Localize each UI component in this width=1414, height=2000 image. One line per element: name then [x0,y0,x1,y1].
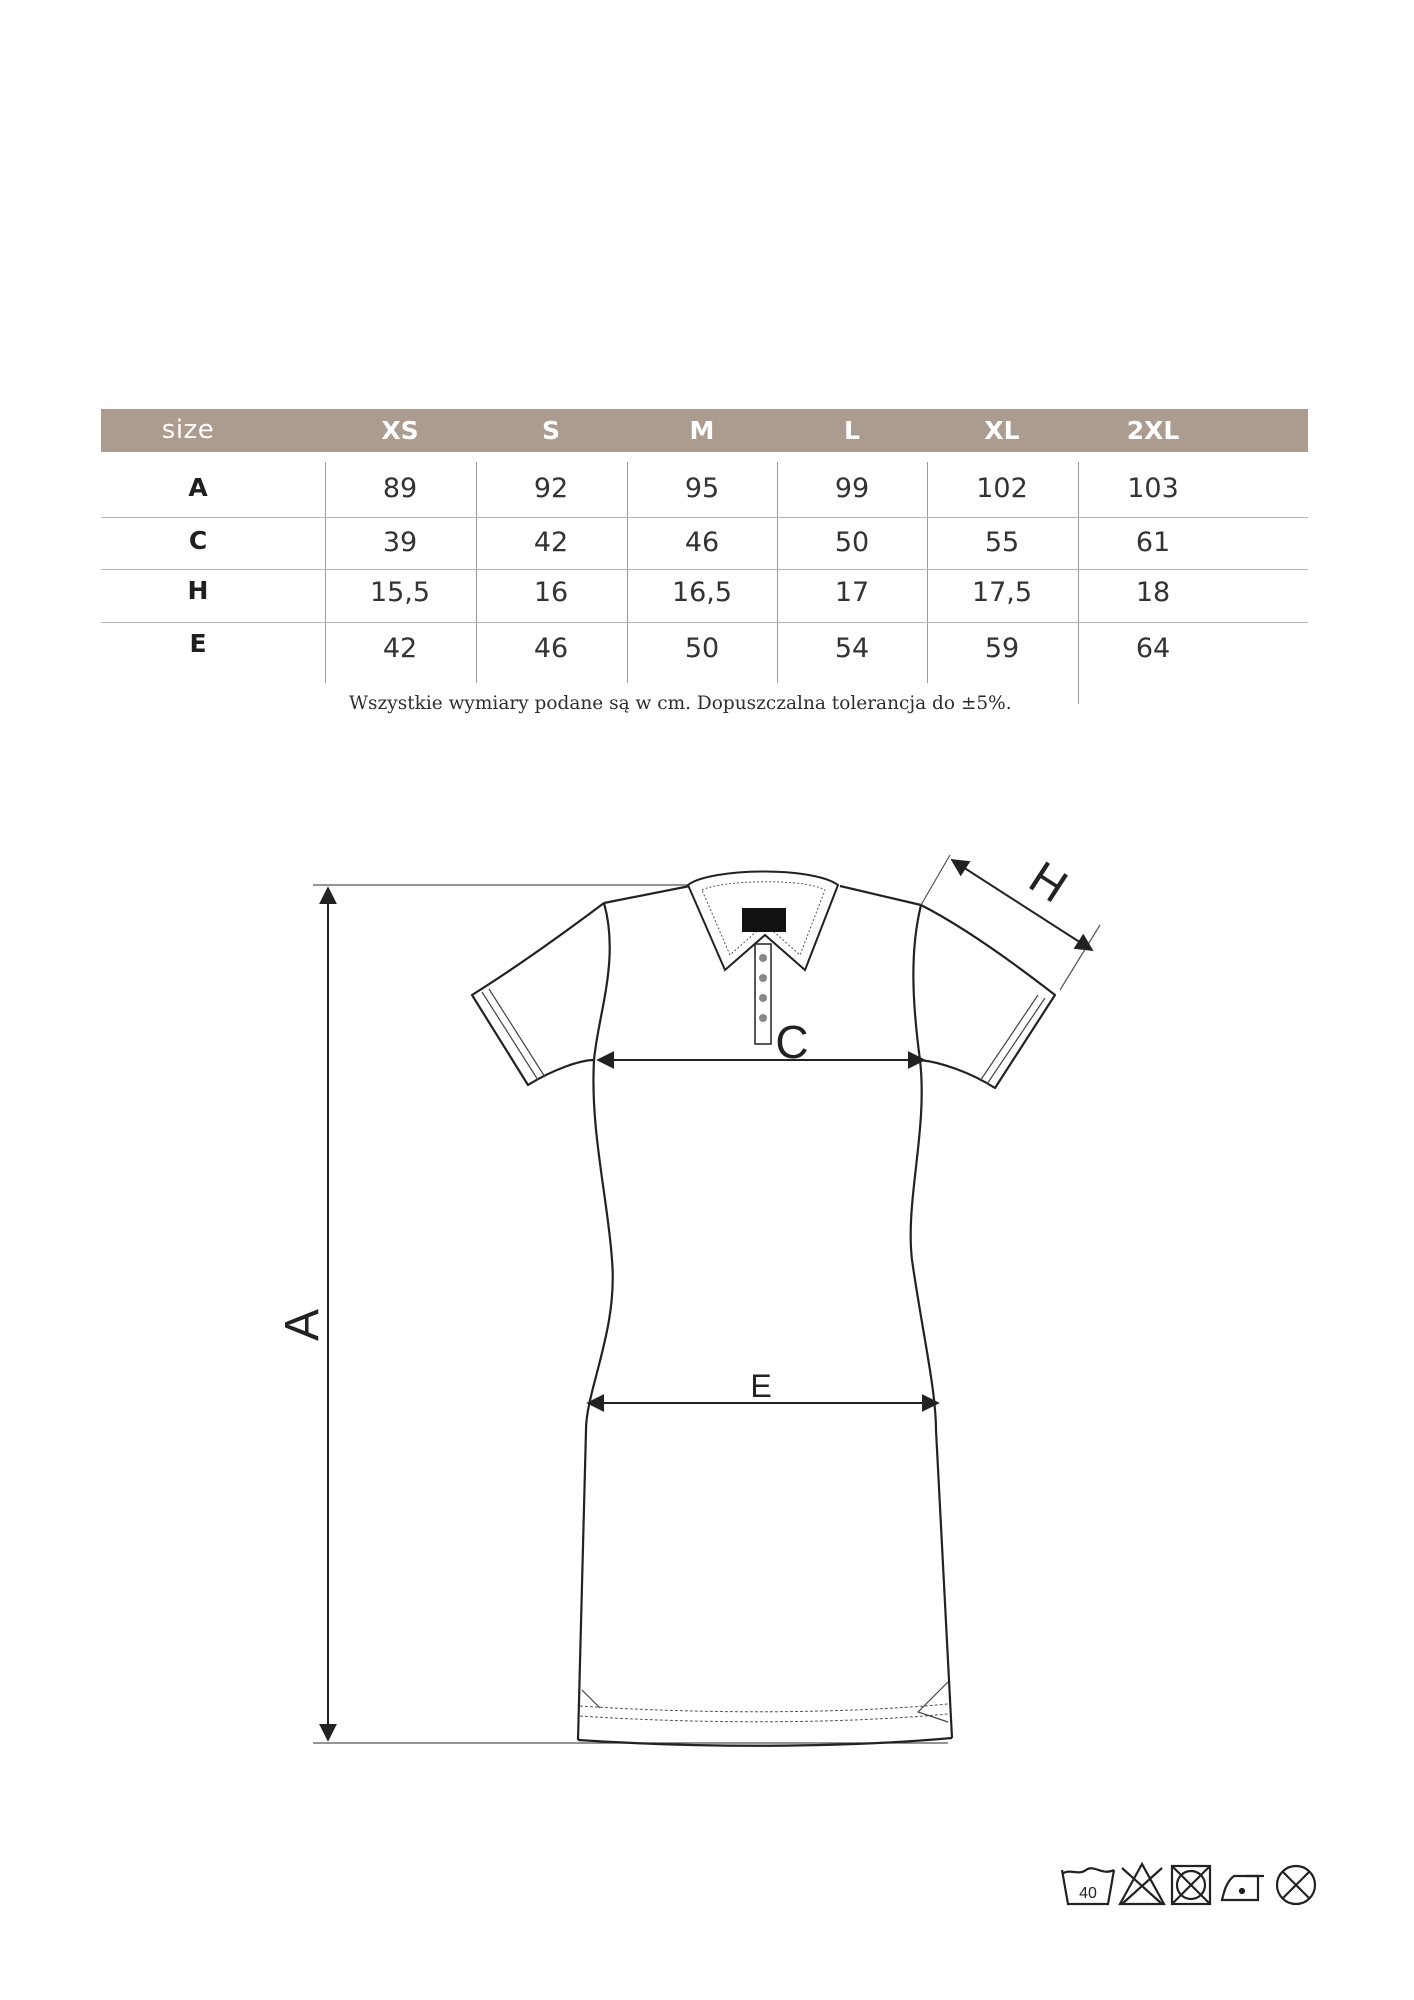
header-size-s: S [541,416,560,445]
label-a: A [276,1308,329,1342]
right-sleeve [920,905,1055,1088]
table-cell: 50 [684,633,720,664]
table-cell: 15,5 [369,577,431,608]
placket [755,944,771,1044]
table-cell: 16 [533,577,569,608]
measurement-note: Wszystkie wymiary podane są w cm. Dopuszczalna tolerancja do ±5%. [349,693,1012,714]
no-dry-clean-icon [1277,1866,1315,1904]
row-label-e: E [189,629,207,658]
hem-stitching [580,1704,948,1722]
row-label-h: H [187,576,209,605]
label-h: H [1020,850,1077,913]
table-cell: 16,5 [671,577,733,608]
table-cell: 92 [533,473,569,504]
row-divider [101,569,1308,570]
measurement-e [588,1368,938,1404]
left-shoulder [604,886,690,903]
table-cell: 50 [834,527,870,558]
side-vents [582,1682,948,1722]
table-cell: 64 [1135,633,1171,664]
no-bleach-icon [1120,1864,1164,1904]
header-size-l: L [844,416,860,445]
label-e: E [750,1368,772,1404]
header-size-xs: XS [381,416,419,445]
hem [578,1738,952,1746]
table-cell: 55 [984,527,1020,558]
table-cell: 18 [1135,577,1171,608]
table-cell: 103 [1127,473,1179,504]
header-size-2xl: 2XL [1126,416,1180,445]
polo-dress-diagram [240,830,1140,1760]
table-cell: 61 [1135,527,1171,558]
row-divider [101,517,1308,518]
button [759,994,767,1002]
table-cell: 102 [976,473,1028,504]
label-c: C [775,1016,809,1068]
table-cell: 42 [382,633,418,664]
table-cell: 89 [382,473,418,504]
table-cell: 54 [834,633,870,664]
svg-text:40: 40 [1079,1885,1097,1902]
size-table [101,409,1308,699]
measurement-a [276,885,948,1743]
table-cell: 42 [533,527,569,558]
table-header [101,409,1308,452]
wash-40-icon [1062,1868,1114,1904]
button [759,974,767,982]
table-cell: 17 [834,577,870,608]
table-cell: 46 [533,633,569,664]
button [759,954,767,962]
header-size-xl: XL [984,416,1020,445]
table-cell: 99 [834,473,870,504]
iron-low-icon [1222,1876,1264,1900]
no-tumble-dry-icon [1172,1866,1210,1904]
brand-label [742,908,786,932]
right-side-seam [911,905,952,1738]
table-cell: 39 [382,527,418,558]
row-label-c: C [188,526,208,555]
left-side-seam [578,903,613,1740]
header-size-label: size [161,415,215,445]
table-cell: 17,5 [971,577,1033,608]
table-cell: 46 [684,527,720,558]
table-cell: 95 [684,473,720,504]
table-cell: 59 [984,633,1020,664]
care-symbols [1058,1860,1328,1910]
row-divider [101,622,1308,623]
header-size-m: M [689,416,715,445]
button [759,1014,767,1022]
right-shoulder [840,886,921,905]
row-label-a: A [188,473,208,502]
